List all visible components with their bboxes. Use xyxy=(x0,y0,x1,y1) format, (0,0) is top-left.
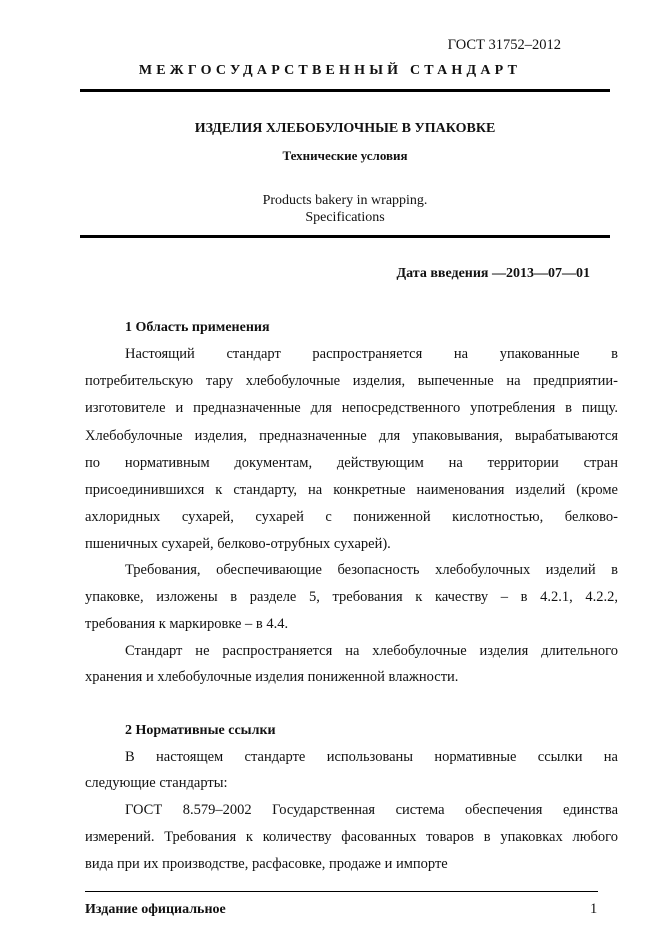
paragraph-line: ахлоридных сухарей, сухарей с пониженной кислотностью, белково- xyxy=(85,509,618,525)
footer-rule xyxy=(85,891,598,892)
paragraph-line: измерений. Требования к количеству фасованных товаров в упаковках любого xyxy=(85,829,618,845)
paragraph-line: следующие стандарты: xyxy=(85,775,228,791)
paragraph-line: Хлебобулочные изделия, предназначенные для упаковывания, вырабатываются xyxy=(85,428,618,444)
paragraph-line: требования к маркировке – в 4.4. xyxy=(85,616,289,632)
paragraph-line: изготовителе и предназначенные для непосредственного употребления в пищу. xyxy=(85,400,618,416)
paragraph-line: Требования, обеспечивающие безопасность хлебобулочных изделий в xyxy=(125,562,618,578)
interstate-standard-banner: МЕЖГОСУДАРСТВЕННЫЙ СТАНДАРТ xyxy=(138,63,522,78)
page-number: 1 xyxy=(590,901,598,917)
paragraph-line: присоединившихся к стандарту, на конкретные наименования изделий (кроме xyxy=(85,482,618,498)
section-2-heading: 2 Нормативные ссылки xyxy=(125,723,276,738)
paragraph-line: вида при их производстве, расфасовке, продаже и импорте xyxy=(85,856,448,872)
section-1-heading: 1 Область применения xyxy=(125,320,270,335)
title-rule xyxy=(80,235,610,238)
document-subtitle: Технические условия xyxy=(282,148,408,163)
english-title-line-1: Products bakery in wrapping. xyxy=(262,193,428,208)
english-title xyxy=(80,192,610,226)
paragraph-line: В настоящем стандарте использованы нормативные ссылки на xyxy=(125,749,618,765)
paragraph-line: пшеничных сухарей, белково-отрубных сухарей). xyxy=(85,536,391,552)
document-title: ИЗДЕЛИЯ ХЛЕБОБУЛОЧНЫЕ В УПАКОВКЕ xyxy=(194,121,496,136)
paragraph-line: по нормативным документам, действующим на территории стран xyxy=(85,455,618,471)
paragraph-line: Стандарт не распространяется на хлебобулочные изделия длительного xyxy=(125,643,618,659)
top-rule xyxy=(80,89,610,92)
paragraph-line: ГОСТ 8.579–2002 Государственная система обеспечения единства xyxy=(125,802,618,818)
introduction-date: Дата введения ––2013—07—01 xyxy=(396,266,590,281)
official-edition-label: Издание официальное xyxy=(85,902,226,917)
english-title-line-2: Specifications xyxy=(305,210,385,225)
paragraph-line: потребительскую тару хлебобулочные изделия, выпеченные на предприятии- xyxy=(85,373,618,389)
standard-code: ГОСТ 31752–2012 xyxy=(447,37,561,53)
paragraph-line: упаковке, изложены в разделе 5, требования к качеству – в 4.2.1, 4.2.2, xyxy=(85,589,618,605)
paragraph-line: Настоящий стандарт распространяется на упакованные в xyxy=(125,346,618,362)
paragraph-line: хранения и хлебобулочные изделия пониженной влажности. xyxy=(85,669,459,685)
